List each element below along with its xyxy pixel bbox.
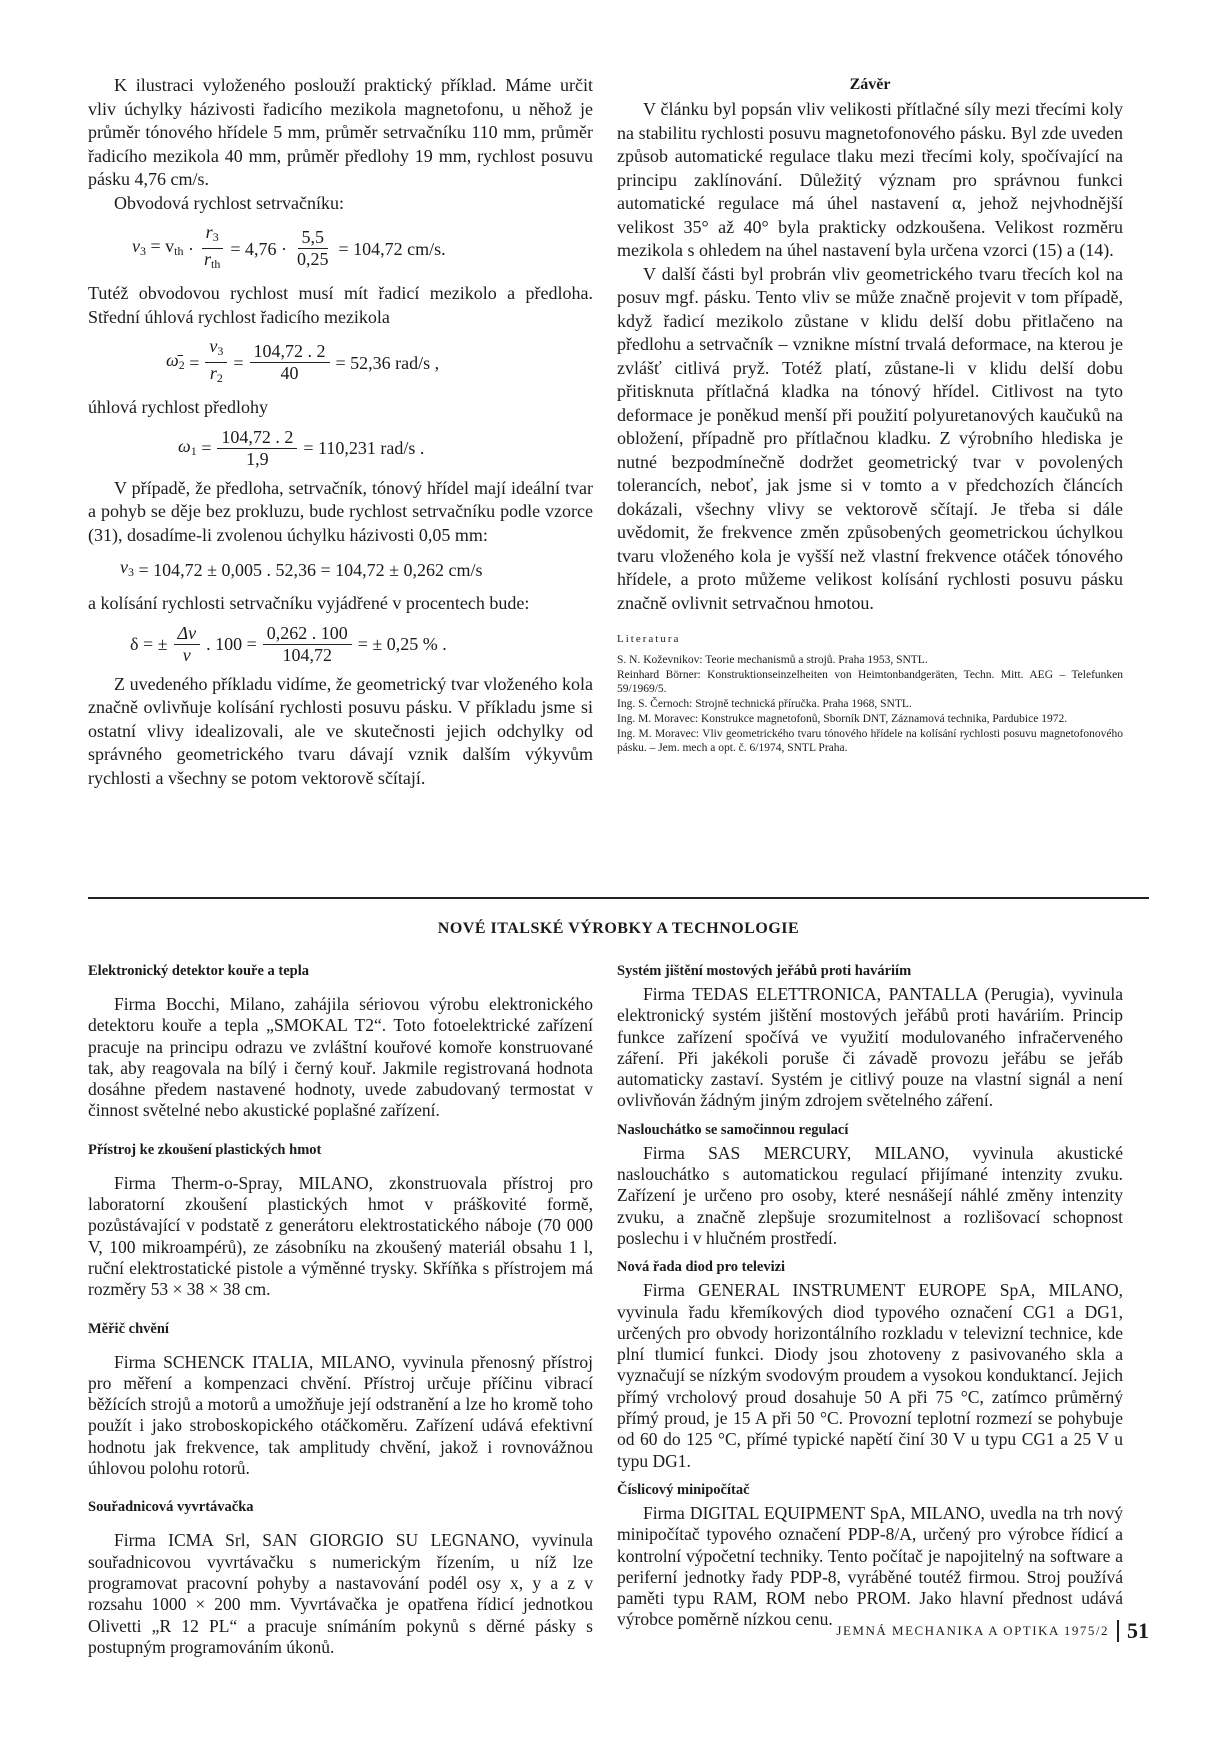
news-text: Firma Bocchi, Milano, zahájila sériovou výrobu elektronického detektoru kouře a tepla „SMOKAL T2“. Toto fotoelektrické zařízení pracuje na principu odrazu ve zvláštní kouřové komoře konstruované tak, aby reagovala na bílý i černý kouř. Jakmile registrovaná hodnota dosáhne předem nastavené hodnoty, uvede zabudovaný termostat v činnost světelné nebo akustické poplašné zařízení. xyxy=(88,994,593,1121)
news-item xyxy=(617,1482,1123,1631)
reference-item: Ing. M. Moravec: Vliv geometrického tvaru tónového hřídele na kolísání rychlosti posuvu magnetofonového pásku. – Jem. mech a opt. č. 6/1974, SNTL Praha. xyxy=(617,728,1123,754)
news-heading: Měřič chvění xyxy=(88,1320,169,1337)
fraction: $\frac{5,5}{0,25}$ xyxy=(297,227,329,269)
news-heading: Souřadnicová vyvrtávačka xyxy=(88,1499,254,1516)
news-text: Firma SCHENCK ITALIA, MILANO, vyvinula přenosný přístroj pro měření a kompenzaci chvění. Přístroj určuje příčinu vibrací běžících strojů a motorů a umožňuje její odstranění a lze ho kromě toho použít i jako stroboskopického otáčkoměru. Zařízení udává efektivní hodnotu jak frekvence, tak amplitudy chvění, jakož i rovnovážnou úhlovou polohu rotorů. xyxy=(88,1351,593,1479)
news-heading: Přístroj ke zkoušení plastických hmot xyxy=(88,1141,322,1158)
footer-divider xyxy=(1117,1620,1119,1642)
fraction: $\frac{r_3}{r_{th}}$ xyxy=(200,222,224,275)
equation-v3-tolerance: $v_3$ = 104,72 ± 0,005 . 52,36 = 104,72 ± 0,262 cm/s xyxy=(120,557,483,580)
section-title: NOVÉ ITALSKÉ VÝROBKY A TECHNOLOGIE xyxy=(437,920,800,937)
section-divider xyxy=(88,897,1149,899)
paragraph: úhlová rychlost předlohy xyxy=(88,397,268,417)
paragraph: a kolísání rychlosti setrvačníku vyjádřené v procentech bude: xyxy=(88,593,530,613)
fraction: $\frac{0,262 . 100}{104,72}$ xyxy=(263,623,352,666)
journal-name: JEMNÁ MECHANIKA A OPTIKA 1975/2 xyxy=(836,1623,1109,1638)
paragraph: V další části byl probrán vliv geometrického tvaru třecích kol na posuv mgf. pásku. Tento vliv se může značně projevit v tom případě, když řadicí mezikolo zůstane v klidu delší dobu přitlačeno na předlohu a setrvačník – vznikne místní trvalá deformace, na kterou je zvlášť citlivá pryž. Totéž platí, zůstane-li v klidu delší dobu přitisknuta přítlačná kladka na tónový hřídel. Citlivost na tyto deformace je poněkud menší při použití polyuretanových kaučuků na obložení, případně pro přítlačnou kladku. Z výrobního hlediska je nutné bezpodmínečně dodržet geometrický tvar v povolených tolerancích, neboť, jak jsme si v tomto a v předchozích článcích dokázali, všechny vlivy se vektorově sčítají. Je třeba si dále uvědomit, že frekvence změn způsobených geometrickou úchylkou tvaru vloženého kola je vyšší než vlastní frekvence otáček tónového hřídele, a proto můžeme velikost kolísání rychlosti posuvu pásku značně ovlivnit setrvačnou hmotou. xyxy=(617,263,1123,613)
paragraph: K ilustraci vyloženého poslouží praktický příklad. Máme určit vliv úchylky házivosti řadicího mezikola magnetofonu, u něhož je průměr tónového hřídele 5 mm, průměr setrvačníku 110 mm, průměr řadicího mezikola 40 mm, průměr předlohy 19 mm, rychlost posuvu pásku 4,76 cm/s. xyxy=(88,75,593,189)
news-text: Firma DIGITAL EQUIPMENT SpA, MILANO, uvedla na trh nový minipočítač typového označení PDP-8/A, určený pro výrobce řídicí a kontrolní výpočetní techniky. Tento počítač je napojitelný na software a periferní jednotky řady PDP-8, vyráběné toutéž firmou. Stroj používá paměti typu RAM, ROM nebo PROM. Jako hlavní přednost udává výrobce poměrně nízkou cenu. xyxy=(617,1502,1123,1630)
paragraph: Tutéž obvodovou rychlost musí mít řadicí mezikolo a předloha. Střední úhlová rychlost řadicího mezikola xyxy=(88,283,593,327)
reference-item: Ing. S. Černoch: Strojně technická příručka. Praha 1968, SNTL. xyxy=(617,698,912,710)
news-item xyxy=(617,963,1123,1112)
news-heading: Nová řada diod pro televizi xyxy=(617,1259,786,1276)
news-text: Firma SAS MERCURY, MILANO, vyvinula akustické naslouchátko s automatickou regulací přijímané intenzity zvuku. Zařízení je určeno pro osoby, které nesnášejí náhlé změny intenzity zvuku, a značně zlepšuje srozumitelnost a rozlišovací schopnost poslechu i v hlučném prostředí. xyxy=(617,1142,1123,1248)
news-item xyxy=(617,1259,1123,1472)
news-right-column xyxy=(617,963,1123,1641)
right-article-column xyxy=(617,76,1123,756)
reference-list xyxy=(617,653,1123,755)
fraction: $\frac{104,72 . 2}{40}$ xyxy=(250,341,330,384)
equation-v3: $v_3$ = $v_{th}$ · $\frac{r_3}{r_{th}}$ = 4,76 · $\frac{5,5}{0,25}$ = 104,72 cm/s. xyxy=(132,222,593,275)
paragraph: V článku byl popsán vliv velikosti přítlačné síly mezi třecími koly na stabilitu rychlosti posuvu magnetofonového pásku. Byl zde uveden způsob automatické regulace tlaku mezi třecími koly, spočívající na principu zaklínování. Důležitý význam pro správnou funkci automatické regulace má úhel nastavení α, jehož nejvhodnější velikost 35° až 40° byla prakticky odzkoušena. Velikost rozměru mezikola s ohledem na úhel nastavení byla určena vzorci (15) a (14). xyxy=(617,99,1123,260)
page-footer xyxy=(836,1618,1149,1644)
section-heading: Závěr xyxy=(849,76,891,93)
news-text: Firma ICMA Srl, SAN GIORGIO SU LEGNANO, vyvinula souřadnicovou vyvrtávačku s numerickým řízením, u níž lze programovat pracovní pohyby a nastavování podél osy x, y a z v rozsahu 1000 × 200 mm. Vyvrtávačka je opatřena řídicí jednotkou Olivetti „R 12 PL“ a pracuje snímáním pokynů s děrné pásky s postupným programováním úkonů. xyxy=(88,1530,593,1657)
references-heading: Literatura xyxy=(617,633,681,645)
news-heading: Elektronický detektor kouře a tepla xyxy=(88,963,309,979)
news-text: Firma Therm-o-Spray, MILANO, zkonstruovala přístroj pro laboratorní zkoušení plastických hmot v práškovité formě, pozůstávající v podstatě z generátoru elektrostatického náboje (70 000 V, 100 mikroampérů), ze zásobníku na zkoušený materiál obsahu 1 l, ruční elektrostatické pistole a výměnné trysky. Skříňka s přístrojem má rozměry 53 × 38 × 38 cm. xyxy=(88,1172,593,1300)
news-item xyxy=(88,1142,593,1301)
paragraph: V případě, že předloha, setrvačník, tónový hřídel mají ideální tvar a pohyb se děje bez prokluzu, bude rychlost setrvačníku podle vzorce (31), dosadíme-li zvolenou úchylku házivosti 0,05 mm: xyxy=(88,477,593,545)
page-number: 51 xyxy=(1127,1618,1149,1643)
news-text: Firma TEDAS ELETTRONICA, PANTALLA (Perugia), vyvinula elektronický systém jištění mostových jeřábů proti haváriím. Princip funkce zařízení spočívá ve využití modulovaného infračerveného záření. Při jakékoli poruše či závadě provozu jeřábu se jeřáb automaticky zastaví. Systém je citlivý pouze na vlastní signál a není ovlivňován žádným jiným zdrojem světelného záření. xyxy=(617,984,1123,1111)
news-item xyxy=(617,1122,1123,1249)
equation-delta: δ = ± $\frac{\Delta v}{v}$ . 100 = $\frac{0,262 . 100}{104,72}$ = ± 0,25 % . xyxy=(130,622,447,665)
news-item xyxy=(88,1321,593,1480)
paragraph: Obvodová rychlost setrvačníku: xyxy=(114,192,344,213)
news-heading: Systém jištění mostových jeřábů proti haváriím xyxy=(617,963,912,979)
news-heading: Naslouchátko se samočinnou regulací xyxy=(617,1121,849,1138)
news-item xyxy=(88,963,593,1122)
fraction: $\frac{\Delta v}{v}$ xyxy=(174,623,201,666)
equation-omega1: $\omega_1$ = $\frac{104,72 . 2}{1,9}$ = 110,231 rad/s . xyxy=(178,426,425,469)
news-left-column xyxy=(88,963,593,1678)
left-article-column xyxy=(88,74,593,790)
news-heading: Číslicový minipočítač xyxy=(617,1481,750,1498)
news-text: Firma GENERAL INSTRUMENT EUROPE SpA, MILANO, vyvinula řadu křemíkových diod typového označení CG1 a DG1, určených pro obvody horizontálního rozkladu v televizní technice, kde plní tlumicí funkci. Diody jsou zhotoveny z pasivovaného skla a vyznačují se nízkým svodovým proudem a vysokou konduktancí. Jejich přímý vrcholový proud dosahuje 50 A při 75 °C, zatímco průměrný přímý proud, je 15 A při 50 °C. Provozní teplotní rozmezí se pohybuje od 60 do 125 °C, přímé typické napětí činí 30 V u typu CG1 a 25 V u typu DG1. xyxy=(617,1280,1123,1471)
paragraph: Z uvedeného příkladu vidíme, že geometrický tvar vloženého kola značně ovlivňuje kolísání rychlosti posuvu pásku. V příkladu jsme si ostatní vlivy idealizovali, ale ve skutečnosti jejich odchylky od správného geometrického tvaru dávají vznik dalším výkyvům rychlosti a všechny se potom vektorově sčítají. xyxy=(88,673,593,788)
reference-item: Ing. M. Moravec: Konstrukce magnetofonů, Sborník DNT, Záznamová technika, Pardubice 1972. xyxy=(617,713,1068,725)
reference-item: S. N. Koževnikov: Teorie mechanismů a strojů. Praha 1953, SNTL. xyxy=(617,654,928,666)
fraction: $\frac{104,72 . 2}{1,9}$ xyxy=(217,427,297,470)
news-item xyxy=(88,1499,593,1658)
reference-item: Reinhard Börner: Konstruktionseinzelheiten von Heimtonbandgeräten, Techn. Mitt. AEG – Telefunken 59/1969/5. xyxy=(617,669,1123,695)
fraction: $\frac{v_3}{r_2}$ xyxy=(205,336,227,389)
equation-omega2: $\omegā_2$ = $\frac{v_3}{r_2}$ = $\frac{104,72 . 2}{40}$ = 52,36 rad/s , xyxy=(166,336,593,389)
